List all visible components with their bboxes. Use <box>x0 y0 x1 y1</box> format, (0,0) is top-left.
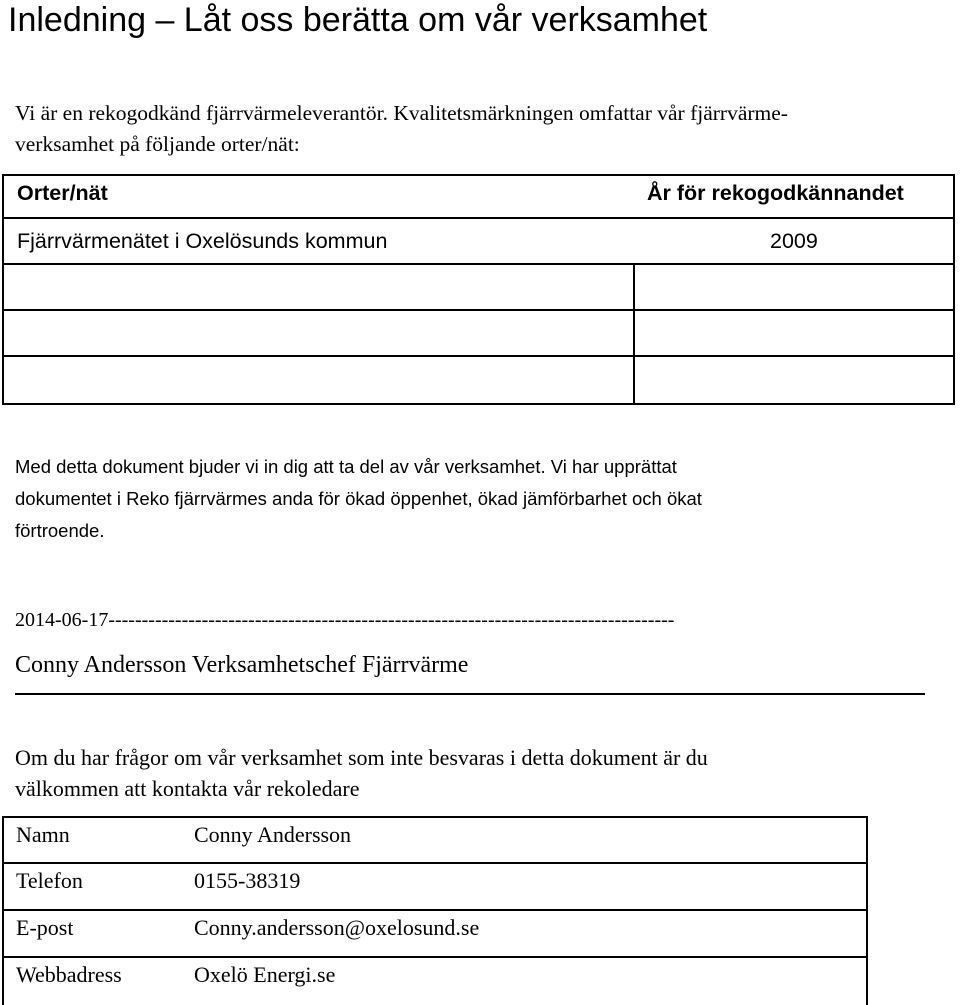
contact-intro-line: Om du har frågor om vår verksamhet som inte besvaras i detta dokument är du <box>15 745 708 770</box>
contact-label: E-post <box>16 915 74 940</box>
contact-intro-line: välkommen att kontakta vår rekoledare <box>15 776 360 801</box>
intro-line: verksamhet på följande orter/nät: <box>15 132 300 156</box>
signature-rule <box>15 693 925 695</box>
contact-table <box>2 816 868 1005</box>
contact-value: 0155-38319 <box>194 868 301 893</box>
body-paragraph <box>15 451 955 547</box>
table-rule <box>4 956 866 958</box>
header-year: År för rekogodkännandet <box>647 181 904 205</box>
signer-name-title: Conny Andersson Verksamhetschef Fjärrvärme <box>15 652 469 678</box>
contact-intro-paragraph <box>15 742 708 804</box>
body-line: förtroende. <box>15 520 105 541</box>
locations-table <box>2 174 955 405</box>
contact-label: Telefon <box>16 868 83 893</box>
intro-paragraph <box>15 98 955 160</box>
contact-label: Namn <box>16 822 70 847</box>
table-rule <box>4 355 953 357</box>
body-line: dokumentet i Reko fjärrvärmes anda för ökad öppenhet, ökad jämförbarhet och ökat <box>15 488 702 509</box>
header-location: Orter/nät <box>17 181 108 205</box>
signature-date-line: 2014-06-17------------------------------------------------------------------------------------- <box>15 609 675 631</box>
year-cell: 2009 <box>770 229 818 253</box>
table-column-divider <box>633 263 635 405</box>
table-rule <box>4 217 953 219</box>
location-cell: Fjärrvärmenätet i Oxelösunds kommun <box>17 229 388 253</box>
page-title: Inledning – Låt oss berätta om vår verksamhet <box>8 1 708 39</box>
table-rule <box>4 862 866 864</box>
intro-line: Vi är en rekogodkänd fjärrvärmeleverantör. Kvalitetsmärkningen omfattar vår fjärrvärme- <box>15 101 788 125</box>
table-rule <box>4 909 866 911</box>
contact-value: Conny Andersson <box>194 822 352 847</box>
table-rule <box>4 309 953 311</box>
table-rule <box>4 263 953 265</box>
contact-value: Oxelö Energi.se <box>194 962 336 987</box>
body-line: Med detta dokument bjuder vi in dig att ta del av vår verksamhet. Vi har upprättat <box>15 456 677 477</box>
contact-label: Webbadress <box>16 962 122 987</box>
contact-value: Conny.andersson@oxelosund.se <box>194 915 480 940</box>
